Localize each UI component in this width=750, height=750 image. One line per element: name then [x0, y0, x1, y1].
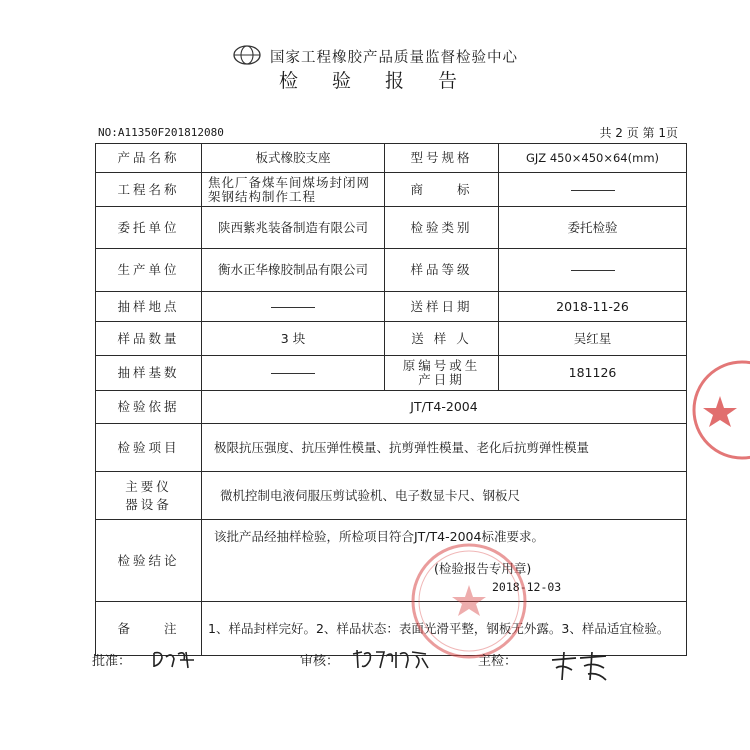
page-count: 共 2 页 第 1页 [599, 126, 678, 140]
label-sample-qty: 样品数量 [96, 322, 202, 356]
table-row [96, 322, 687, 356]
side-seal-stamp [680, 358, 750, 462]
empty-dash [271, 373, 315, 374]
value-test-items: 极限抗压强度、抗压弹性模量、抗剪弹性模量、老化后抗剪弹性模量 [202, 424, 687, 472]
review-label: 审核： [300, 654, 340, 669]
empty-dash [571, 270, 615, 271]
label-project-name: 工程名称 [96, 173, 202, 207]
label-instruments-line1: 主要仪 [125, 478, 172, 494]
value-orig-no-date: 181126 [499, 356, 687, 391]
value-trademark [499, 173, 687, 207]
value-delivery-date: 2018-11-26 [499, 292, 687, 322]
value-sample-grade [499, 249, 687, 292]
value-test-basis: JT/T4-2004 [202, 391, 687, 424]
inspection-seal-stamp [408, 540, 530, 662]
table-row [96, 292, 687, 322]
label-test-type: 检验类别 [385, 207, 499, 249]
center-logo-icon [232, 44, 262, 66]
value-model-spec: GJZ 450×450×64(mm) [499, 144, 687, 173]
report-number: NO:A11350F201812080 [98, 126, 224, 139]
table-row [96, 472, 687, 520]
label-client: 委托单位 [96, 207, 202, 249]
value-product-name: 板式橡胶支座 [202, 144, 385, 173]
table-row [96, 249, 687, 292]
label-product-name: 产品名称 [96, 144, 202, 173]
label-model-spec: 型号规格 [385, 144, 499, 173]
label-manufacturer: 生产单位 [96, 249, 202, 292]
page-title: 检 验 报 告 [278, 70, 472, 92]
label-orig-no-date: 原编号或生产日期 [385, 356, 499, 391]
table-row [96, 207, 687, 249]
table-row [96, 356, 687, 391]
label-instruments [96, 472, 202, 520]
table-row [96, 520, 687, 602]
label-test-basis: 检验依据 [96, 391, 202, 424]
value-sample-qty: 3 块 [202, 322, 385, 356]
label-remarks: 备 注 [96, 602, 202, 656]
label-delivered-by: 送 样 人 [385, 322, 499, 356]
seal-date: 2018-12-03 [492, 580, 562, 594]
table-row [96, 173, 687, 207]
seal-note: (检验报告专用章) [434, 561, 532, 576]
value-sampling-place [202, 292, 385, 322]
value-conclusion: 该批产品经抽样检验，所检项目符合JT/T4-2004标准要求。 [214, 529, 544, 544]
value-remarks: 1、样品封样完好。2、样品状态：表面光滑平整，钢板无外露。3、样品适宜检验。 [202, 602, 687, 656]
value-delivered-by: 吴红星 [499, 322, 687, 356]
value-client: 陕西紫兆装备制造有限公司 [202, 207, 385, 249]
reviewer-signature [350, 646, 432, 672]
lead-inspector-label: 主检： [478, 654, 518, 669]
empty-dash [571, 190, 615, 191]
value-test-type: 委托检验 [499, 207, 687, 249]
org-name: 国家工程橡胶产品质量监督检验中心 [270, 50, 518, 66]
label-sample-grade: 样品等级 [385, 249, 499, 292]
approver-signature [150, 648, 200, 670]
empty-dash [271, 307, 315, 308]
value-instruments: 微机控制电液伺服压剪试验机、电子数显卡尺、钢板尺 [202, 472, 687, 520]
label-sampling-base: 抽样基数 [96, 356, 202, 391]
table-row [96, 391, 687, 424]
label-sampling-place: 抽样地点 [96, 292, 202, 322]
approve-label: 批准： [92, 654, 132, 669]
value-sampling-base [202, 356, 385, 391]
label-trademark: 商 标 [385, 173, 499, 207]
value-project-name: 焦化厂备煤车间煤场封闭网架钢结构制作工程 [202, 173, 385, 207]
value-manufacturer: 衡水正华橡胶制品有限公司 [202, 249, 385, 292]
label-delivery-date: 送样日期 [385, 292, 499, 322]
report-table [95, 143, 687, 656]
label-conclusion: 检验结论 [96, 520, 202, 602]
table-row [96, 424, 687, 472]
label-instruments-line2: 器设备 [125, 496, 172, 512]
label-test-items: 检验项目 [96, 424, 202, 472]
table-row [96, 144, 687, 173]
lead-inspector-signature [548, 650, 616, 684]
